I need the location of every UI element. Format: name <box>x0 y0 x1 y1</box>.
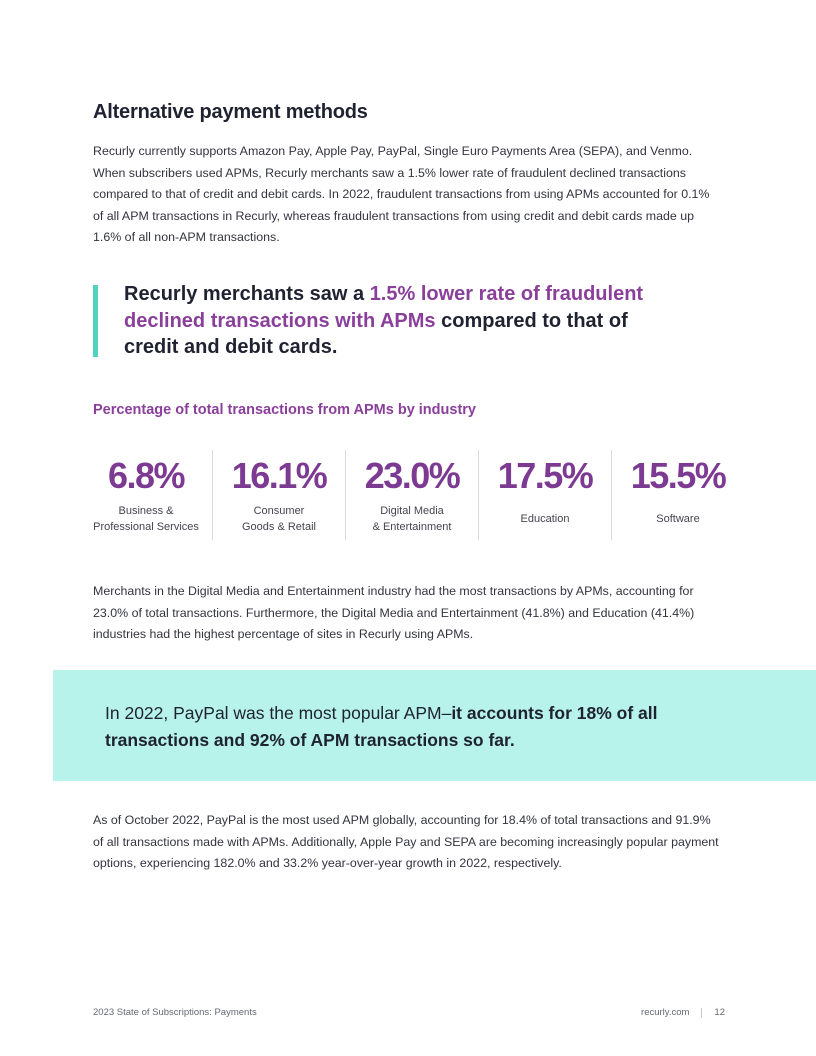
stat-business-professional <box>80 450 212 540</box>
industry-stats-title: Percentage of total transactions from APMs by industry <box>93 402 476 418</box>
footer-divider <box>701 1008 702 1018</box>
pullquote-text-end: compared to that of credit and debit cards. <box>124 309 628 358</box>
stat-label: Business & Professional Services <box>93 505 199 533</box>
stat-education <box>478 450 611 540</box>
callout-lead: In 2022, PayPal was the most popular APM– <box>105 703 452 723</box>
stat-value: 17.5% <box>497 455 593 496</box>
stat-value: 15.5% <box>630 455 726 496</box>
footer-right <box>641 1007 725 1018</box>
industry-paragraph: Merchants in the Digital Media and Entertainment industry had the most transactions by APMs, accounting for 23.0% of total transactions. Furthermore, the Digital Media and Entertainment (41.8%) and Education (41.4%) industries had the highest percentage of sites in Recurly using APMs. <box>93 584 695 641</box>
stat-consumer-goods <box>212 450 345 540</box>
industry-stats-row <box>80 450 744 540</box>
stat-value: 23.0% <box>364 455 460 496</box>
callout-text <box>105 700 725 754</box>
stat-label: Consumer Goods & Retail <box>242 505 316 533</box>
stat-software <box>611 450 744 540</box>
paypal-callout-box <box>53 670 816 781</box>
stat-value: 6.8% <box>107 455 185 496</box>
stat-digital-media <box>345 450 478 540</box>
stat-label: Education <box>520 513 570 525</box>
pullquote-accent-bar <box>93 285 98 357</box>
callout-bold: it accounts for 18% of all transactions and 92% of APM transactions so far. <box>105 703 658 750</box>
pullquote-text-start: Recurly merchants saw a <box>124 283 370 305</box>
stat-label: Digital Media & Entertainment <box>372 505 452 533</box>
section-title: Alternative payment methods <box>93 101 368 123</box>
stat-value: 16.1% <box>231 455 327 496</box>
pullquote-highlight: 1.5% lower rate of fraudulent declined transactions with APMs <box>124 283 644 332</box>
footer-report-title: 2023 State of Subscriptions: Payments <box>93 1007 257 1018</box>
footer-site-link[interactable]: recurly.com <box>641 1007 690 1018</box>
page-number: 12 <box>714 1007 725 1018</box>
intro-paragraph: Recurly currently supports Amazon Pay, Apple Pay, PayPal, Single Euro Payments Area (SEPA), and Venmo. When subscribers used APMs, Recurly merchants saw a 1.5% lower rate of fraudulent declined transactions compared to that of credit and debit cards. In 2022, fraudulent transactions from using APMs accounted for 0.1% of all APM transactions in Recurly, whereas fraudulent transactions from using credit and debit cards made up 1.6% of all non-APM transactions. <box>93 144 710 244</box>
pullquote <box>124 281 684 361</box>
paypal-paragraph: As of October 2022, PayPal is the most used APM globally, accounting for 18.4% of total transactions and 91.9% of all transactions made with APMs. Additionally, Apple Pay and SEPA are becoming increasingly popular payment options, experiencing 182.0% and 33.2% year-over-year growth in 2022, respectively. <box>93 813 719 870</box>
stat-label: Software <box>656 513 700 525</box>
